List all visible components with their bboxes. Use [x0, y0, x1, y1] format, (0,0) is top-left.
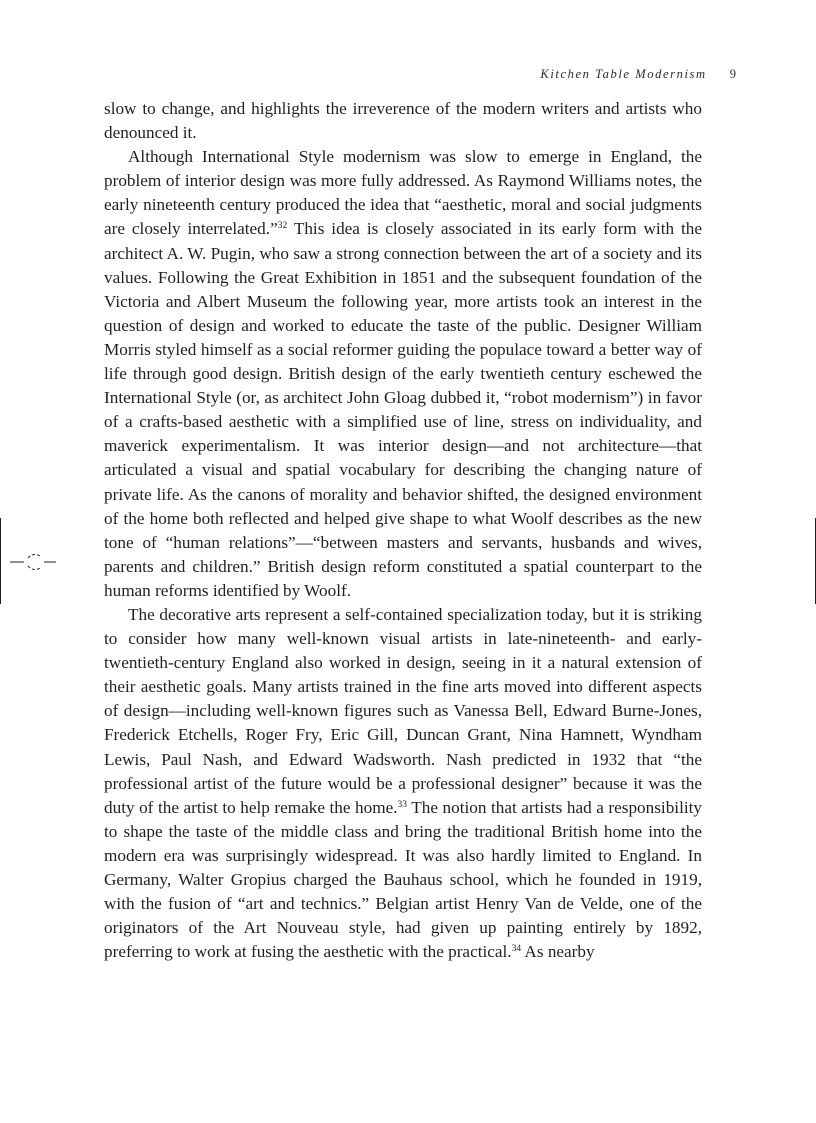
running-head-title: Kitchen Table Modernism	[540, 67, 707, 81]
text-run: This idea is closely associated in its early form with the architect A. W. Pugin, who saw a strong connection between the art of a society and its values. Following the Great Exhibition in 1851 and the subsequent foundation of the Victoria and Albert Museum the following year, more artists took an interest in the question of design and worked to educate the taste of the public. Designer William Morris styled himself as a social reformer guiding the populace toward a better way of life through good design. British design of the early twentieth century eschewed the International Style (or, as architect John Gloag dubbed it, “robot modernism”) in favor of a crafts-based aesthetic with a simplified use of line, stress on individuality, and maverick experimentalism. It was interior design—and not architecture—that articulated a visual and spatial vocabulary for describing the changing nature of private life. As the canons of morality and behavior shifted, the designed environment of the home both reflected and helped give shape to what Woolf describes as the new tone of “human relations”—“between masters and servants, husbands and wives, parents and children.” British design reform constituted a spatial counterpart to the human reforms identified by Woolf.	[104, 219, 702, 600]
paragraph	[104, 603, 702, 964]
text-run: slow to change, and highlights the irreverence of the modern writers and artists who denounced it.	[104, 99, 702, 143]
crop-mark-left	[0, 518, 1, 604]
text-run: Although International Style modernism was slow to emerge in England, the problem of interior design was more fully addressed. As Raymond Williams notes, the early nineteenth century produced the idea that “aesthetic, moral and social judgments are closely interrelated.”	[104, 147, 702, 239]
text-run: The notion that artists had a responsibility to shape the taste of the middle class and bring the traditional British home into the modern era was surprisingly widespread. It was also hardly limited to England. In Germany, Walter Gropius charged the Bauhaus school, which he founded in 1919, with the fusion of “art and technics.” Belgian artist Henry Van de Velde, one of the originators of the Art Nouveau style, had given up painting entirely by 1892, preferring to work at fusing the aesthetic with the practical.	[104, 797, 702, 962]
paragraph	[104, 145, 702, 603]
footnote-marker: 32	[277, 221, 288, 232]
text-run: As nearby	[521, 942, 595, 962]
footnote-marker: 33	[397, 799, 408, 810]
paragraph	[104, 97, 702, 145]
text-run: The decorative arts represent a self-contained specialization today, but it is striking to consider how many well-known visual artists in late-nineteenth- and early-twentieth-century England also worked in design, seeing in it a natural extension of their aesthetic goals. Many artists trained in the fine arts moved into different aspects of design—including well-known figures such as Vanessa Bell, Edward Burne-Jones, Frederick Etchells, Roger Fry, Eric Gill, Duncan Grant, Nina Hamnett, Wyndham Lewis, Paul Nash, and Edward Wadsworth. Nash predicted in 1932 that “the professional artist of the future would be a professional designer” because it was the duty of the artist to help remake the home.	[104, 604, 702, 817]
body-text	[104, 97, 702, 964]
registration-mark-icon	[10, 548, 56, 576]
running-head	[540, 66, 736, 82]
footnote-marker: 34	[511, 944, 522, 955]
page-number: 9	[729, 67, 736, 81]
